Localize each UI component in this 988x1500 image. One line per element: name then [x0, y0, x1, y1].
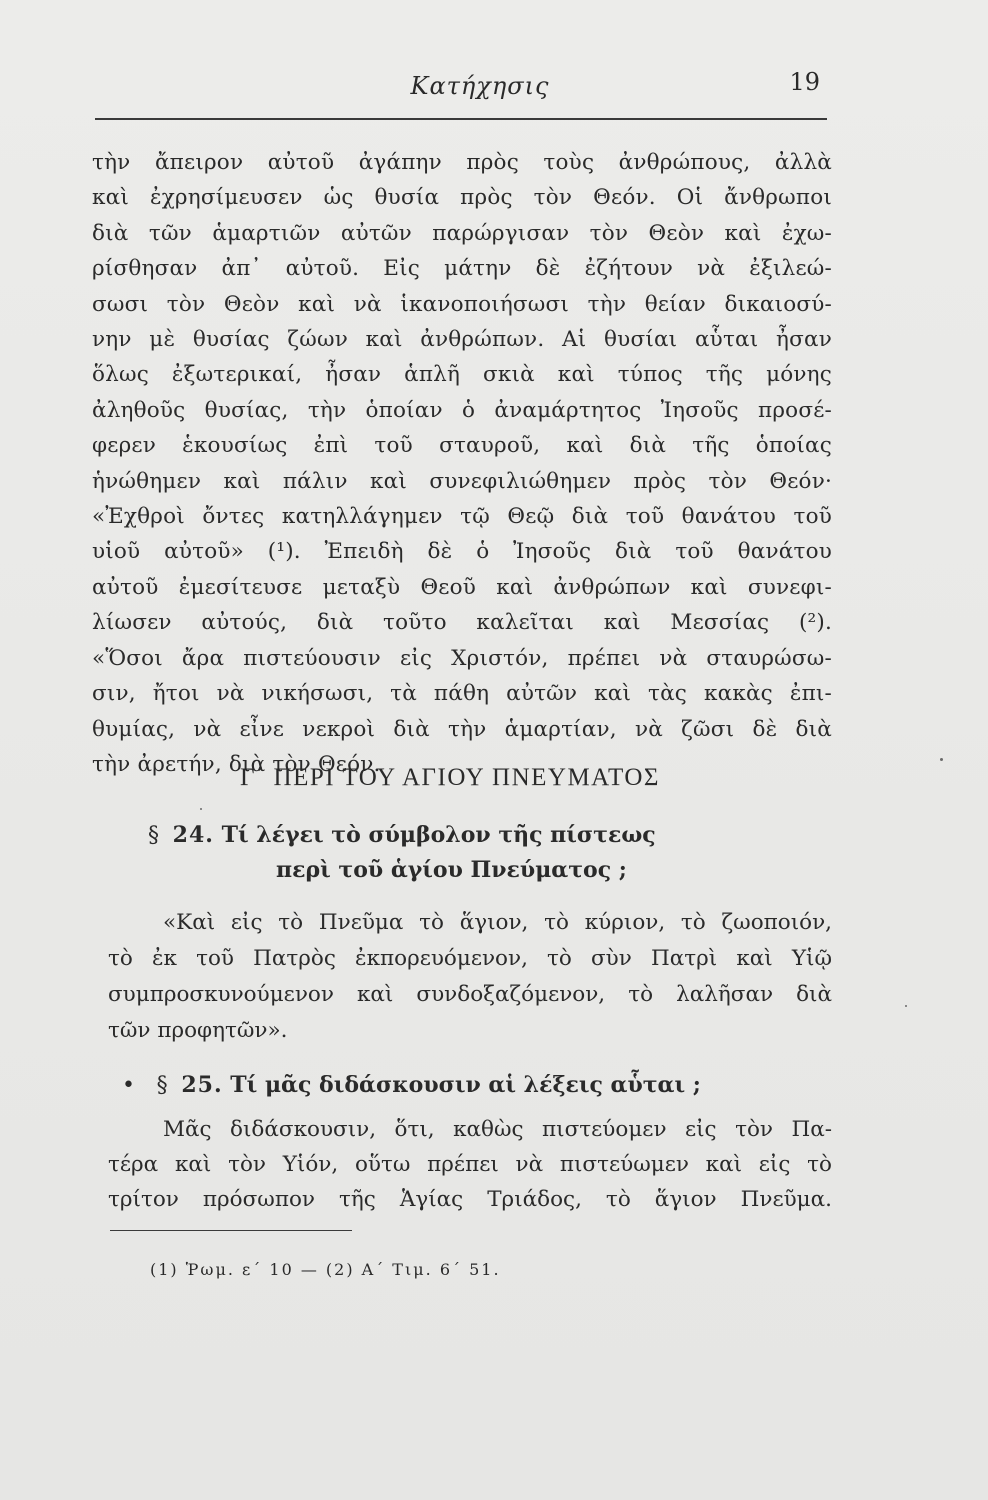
bullet-mark: •	[122, 1073, 135, 1098]
running-header-title: Κατήχησις	[410, 72, 550, 100]
text-line: ἡνώθημεν καὶ πάλιν καὶ συνεφιλιώθημεν πρὸς τὸν Θεόν·	[92, 468, 832, 494]
text-line: θυμίας, νὰ εἶνε νεκροὶ διὰ τὴν ἁμαρτίαν, νὰ ζῶσι δὲ διὰ	[92, 716, 832, 742]
answer-25-paragraph	[108, 1112, 832, 1217]
text-line: σωσι τὸν Θεὸν καὶ νὰ ἱκανοποιήσωσι τὴν θείαν δικαιοσύ-	[92, 291, 832, 317]
text-line: λίωσεν αὐτούς, διὰ τοῦτο καλεῖται καὶ Μεσσίας (²).	[92, 610, 832, 636]
paper-speck	[200, 808, 202, 810]
text-line: τὴν ἀρετήν, διὰ τὸν Θεόν.	[92, 751, 381, 777]
text-line: «Ἐχθροὶ ὄντες κατηλλάγημεν τῷ Θεῷ διὰ τοῦ θανάτου τοῦ	[92, 504, 832, 530]
text-line: καὶ ἐχρησίμευσεν ὡς θυσία πρὸς τὸν Θεόν. Οἱ ἄνθρωποι	[92, 185, 832, 211]
text-line: «Ὅσοι ἄρα πιστεύουσιν εἰς Χριστόν, πρέπει νὰ σταυρώσω-	[92, 645, 832, 671]
text-line: τὴν ἄπειρον αὐτοῦ ἀγάπην πρὸς τοὺς ἀνθρώπους, ἀλλὰ	[92, 150, 832, 175]
text-line: υἱοῦ αὐτοῦ» (¹). Ἐπειδὴ δὲ ὁ Ἰησοῦς διὰ τοῦ θανάτου	[92, 539, 832, 565]
question-number: 25.	[181, 1072, 223, 1098]
text-line: φερεν ἑκουσίως ἐπὶ τοῦ σταυροῦ, καὶ διὰ τῆς ὁποίας	[92, 433, 832, 459]
text-line: ρίσθησαν ἀπ᾽ αὐτοῦ. Εἰς μάτην δὲ ἐζήτουν νὰ ἐξιλεώ-	[92, 256, 832, 282]
header-rule	[95, 118, 827, 120]
text-line: νην μὲ θυσίας ζώων καὶ ἀνθρώπων. Αἱ θυσίαι αὗται ἦσαν	[92, 327, 832, 353]
paper-speck	[940, 758, 943, 761]
question-text: Τί μᾶς διδάσκουσιν αἱ λέξεις αὗται ;	[230, 1072, 701, 1098]
text-line: ὅλως ἐξωτερικαί, ἦσαν ἁπλῆ σκιὰ καὶ τύπος τῆς μόνης	[92, 362, 832, 388]
text-line: αὐτοῦ ἐμεσίτευσε μεταξὺ Θεοῦ καὶ ἀνθρώπων καὶ συνεφι-	[92, 574, 832, 600]
text-line: τέρα καὶ τὸν Υἱόν, οὕτω πρέπει νὰ πιστεύωμεν καὶ εἰς τὸ	[108, 1152, 832, 1177]
footnote-rule	[110, 1230, 352, 1231]
text-line: Μᾶς διδάσκουσιν, ὅτι, καθὼς πιστεύομεν εἰς τὸν Πα-	[163, 1117, 832, 1142]
text-line: «Καὶ εἰς τὸ Πνεῦμα τὸ ἅγιον, τὸ κύριον, τὸ ζωοποιόν,	[163, 910, 832, 935]
body-paragraph	[92, 145, 832, 782]
creed-quote	[108, 905, 832, 1049]
section-heading: Γ΄ ΠΕΡΙ ΤΟΥ ΑΓΙΟΥ ΠΝΕΥΜΑΤΟΣ	[240, 764, 660, 791]
text-line: ἀληθοῦς θυσίας, τὴν ὁποίαν ὁ ἀναμάρτητος Ἰησοῦς προσέ-	[92, 397, 832, 423]
question-text: Τί λέγει τὸ σύμβολον τῆς πίστεως	[221, 822, 656, 848]
question-24-heading-cont: περὶ τοῦ ἁγίου Πνεύματος ;	[276, 857, 627, 883]
text-line: τῶν προφητῶν».	[108, 1018, 288, 1043]
text-line: τὸ ἐκ τοῦ Πατρὸς ἐκπορευόμενον, τὸ σὺν Πατρὶ καὶ Υἱῷ	[108, 946, 832, 971]
section-mark: §	[156, 1073, 168, 1098]
text-line: σιν, ἤτοι νὰ νικήσωσι, τὰ πάθη αὐτῶν καὶ τὰς κακὰς ἐπι-	[92, 681, 832, 707]
question-number: 24.	[172, 822, 214, 848]
page-number: 19	[789, 68, 820, 96]
footnote: (1) Ῥωμ. ε΄ 10 — (2) Α΄ Τιμ. 6΄ 51.	[150, 1260, 501, 1279]
section-mark: §	[148, 823, 159, 848]
question-25-heading	[122, 1072, 701, 1098]
paper-speck	[905, 1005, 907, 1007]
text-line: διὰ τῶν ἁμαρτιῶν αὐτῶν παρώργισαν τὸν Θεὸν καὶ ἐχω-	[92, 220, 832, 246]
question-24-heading	[148, 822, 656, 848]
text-line: συμπροσκυνούμενον καὶ συνδοξαζόμενον, τὸ λαλῆσαν διὰ	[108, 982, 832, 1007]
text-line: τρίτον πρόσωπον τῆς Ἁγίας Τριάδος, τὸ ἅγιον Πνεῦμα.	[108, 1187, 832, 1212]
